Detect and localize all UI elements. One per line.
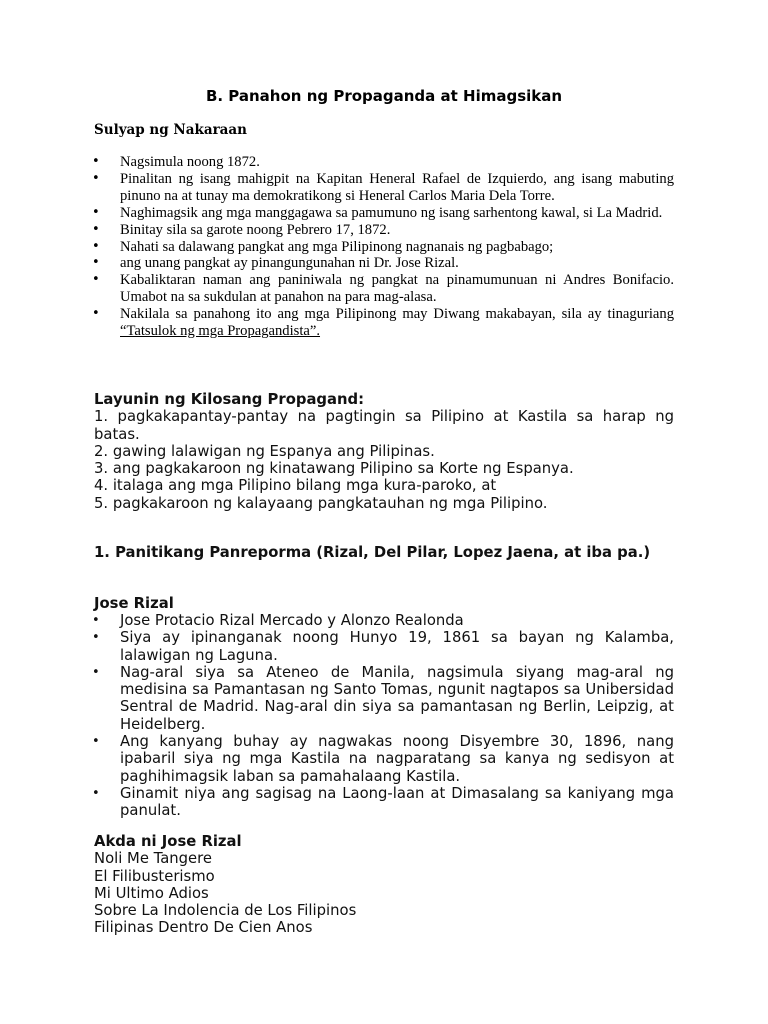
- list-item: • Binitay sila sa garote noong Pebrero 17, 1872.: [94, 222, 674, 239]
- work-item: Sobre La Indolencia de Los Filipinos: [94, 902, 357, 920]
- page-title: B. Panahon ng Propaganda at Himagsikan: [205, 87, 563, 105]
- subheading-jose-rizal: Jose Rizal: [94, 595, 174, 612]
- goal-item: 4. italaga ang mga Pilipino bilang mga kura-paroko, at: [94, 477, 497, 495]
- work-item: Mi Ultimo Adios: [94, 884, 209, 902]
- list-item: • Pinalitan ng isang mahigpit na Kapitan Heneral Rafael de Izquierdo, ang isang mabuting pinuno na at tunay ma demokratikong si Heneral Carlos Maria Dela Torre.: [94, 171, 674, 205]
- list-item: • Ang kanyang buhay ay nagwakas noong Disyembre 30, 1896, nang ipabaril siya ng mga Kastila na nagparatang sa kanya ng sedisyon at paghihimagsik laban sa pamahalaang Kastila.: [94, 733, 674, 785]
- list-item: • Siya ay ipinanganak noong Hunyo 19, 1861 sa bayan ng Kalamba, lalawigan ng Laguna.: [94, 629, 674, 664]
- list-item: • Jose Protacio Rizal Mercado y Alonzo Realonda: [94, 612, 674, 629]
- work-item: Noli Me Tangere: [94, 850, 213, 868]
- list-item: • Nagsimula noong 1872.: [94, 154, 674, 171]
- list-item: [94, 306, 674, 340]
- goals-heading: Layunin ng Kilosang Propagand:: [94, 391, 365, 408]
- goals-block: [94, 391, 674, 512]
- rizal-bullet-list: [94, 612, 674, 820]
- goal-item: 1. pagkakapantay-pantay na pagtingin sa Pilipino at Kastila sa harap ng batas.: [94, 408, 674, 443]
- goal-item: 3. ang pagkakaroon ng kinatawang Pilipino sa Korte ng Espanya.: [94, 460, 574, 478]
- list-item: • Naghimagsik ang mga manggagawa sa pamumuno ng isang sarhentong kawal, si La Madrid.: [94, 205, 674, 222]
- sulyap-bullet-list: [94, 154, 674, 340]
- work-item: El Filibusterismo: [94, 867, 215, 885]
- works-heading: Akda ni Jose Rizal: [94, 833, 242, 850]
- goal-item: 5. pagkakaroon ng kalayaang pangkatauhan ng mga Pilipino.: [94, 494, 548, 512]
- propagandista-underlined-text: “Tatsulok ng mga Propagandista”.: [120, 323, 321, 340]
- section-heading-panitikan: 1. Panitikang Panreporma (Rizal, Del Pilar, Lopez Jaena, at iba pa.): [94, 544, 651, 561]
- list-item: • Ginamit niya ang sagisag na Laong-laan at Dimasalang sa kaniyang mga panulat.: [94, 785, 674, 820]
- list-item: • Nahati sa dalawang pangkat ang mga Pilipinong nagnanais ng pagbabago;: [94, 239, 674, 256]
- list-item: • Kabaliktaran naman ang paniniwala ng pangkat na pinamumunuan ni Andres Bonifacio. Umabot na sa sukdulan at panahon na para mag-alasa.: [94, 272, 674, 306]
- list-item-text: Nakilala sa panahong ito ang mga Pilipinong may Diwang makabayan, sila ay tinaguriang: [120, 306, 674, 323]
- list-item: • ang unang pangkat ay pinangungunahan ni Dr. Jose Rizal.: [94, 255, 674, 272]
- list-item: • Nag-aral siya sa Ateneo de Manila, nagsimula siyang mag-aral ng medisina sa Pamantasan ng Santo Tomas, ngunit nagtapos sa Unibersidad Sentral de Madrid. Nag-aral din siya sa pamantasan ng Berlin, Leipzig, at Heidelberg.: [94, 664, 674, 733]
- goal-item: 2. gawing lalawigan ng Espanya ang Pilipinas.: [94, 442, 435, 460]
- section-heading-sulyap: Sulyap ng Nakaraan: [94, 122, 247, 138]
- works-block: [94, 833, 674, 937]
- work-item: Filipinas Dentro De Cien Anos: [94, 919, 313, 937]
